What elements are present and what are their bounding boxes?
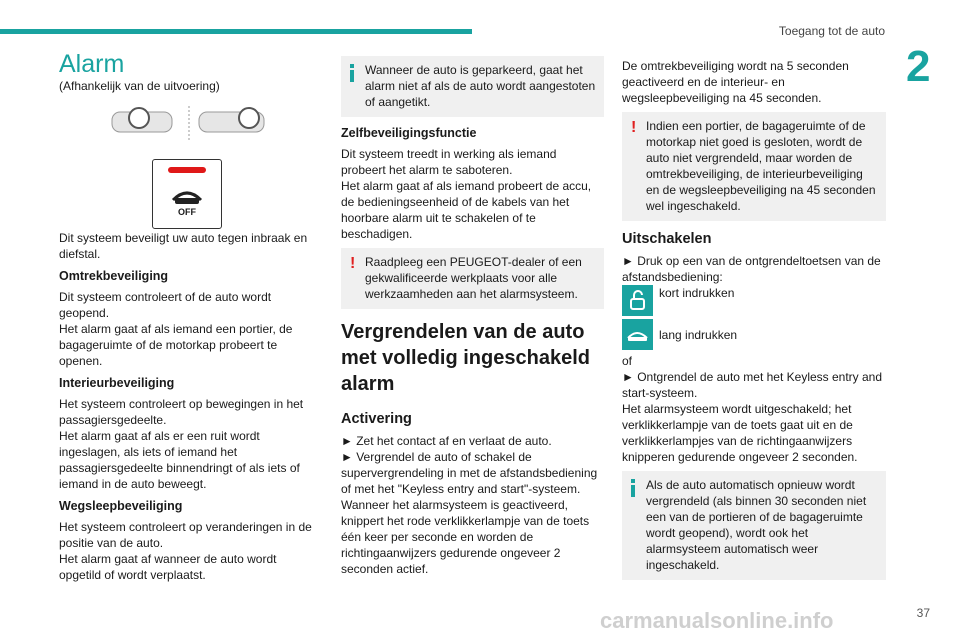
heading-zelf: Zelfbeveiligingsfunctie	[341, 126, 477, 140]
step: ► Druk op een van de ontgrendeltoetsen van de afstandsbediening:	[622, 254, 881, 284]
header-accent-bar	[0, 29, 472, 34]
column-1	[59, 52, 321, 589]
warning-box	[341, 248, 604, 309]
short-press-label: kort indrukken	[659, 286, 735, 300]
info-text: Als de auto automatisch opnieuw wordt vergrendeld (als binnen 30 seconden niet een van de portieren of de bagageruimte wordt geopend), wordt ook het alarmsysteem automatisch weer ingeschakeld.	[646, 478, 867, 572]
chapter-number: 2	[906, 42, 931, 91]
alarm-off-button-icon	[152, 159, 222, 229]
page-title: Alarm	[59, 50, 125, 78]
warning-icon: !	[350, 255, 356, 272]
column-2	[341, 56, 604, 583]
step: ► Zet het contact af en verlaat de auto.	[341, 434, 552, 448]
dashboard-steering-icon	[59, 100, 321, 160]
car-unlock-icon	[622, 319, 653, 350]
watermark: carmanualsonline.info	[600, 608, 834, 633]
info-icon	[350, 64, 354, 82]
info-text: Wanneer de auto is geparkeerd, gaat het alarm niet af als de auto wordt aangestoten of aangetikt.	[365, 63, 596, 109]
paragraph: Het alarm gaat af als iemand probeert de accu, de bedieningseenheid of de kabels van het hoorbare alarm uit te schakelen of te beschadigen.	[341, 179, 592, 241]
paragraph: Het alarm gaat af wanneer de auto wordt opgetild of wordt verplaatst.	[59, 552, 277, 582]
off-label: OFF	[178, 207, 196, 217]
heading-wegsleep: Wegsleepbeveiliging	[59, 499, 183, 513]
paragraph: Wanneer het alarmsysteem is geactiveerd, knippert het rode verklikkerlampje van de toets één keer per seconde en worden de richtingaanwijzers gedurende ongeveer 2 seconden actief.	[341, 498, 590, 576]
info-icon	[631, 479, 635, 497]
key-row-long	[622, 319, 886, 350]
heading-activering: Activering	[341, 411, 412, 427]
intro-text: Dit systeem beveiligt uw auto tegen inbraak en diefstal.	[59, 231, 308, 261]
paragraph: Het systeem controleert op veranderingen in de positie van de auto.	[59, 520, 312, 550]
info-box	[341, 56, 604, 117]
heading-interieur: Interieurbeveiliging	[59, 376, 175, 390]
column-3	[622, 58, 886, 588]
paragraph: Het systeem controleert op bewegingen in het passagiersgedeelte.	[59, 397, 304, 427]
warning-text: Indien een portier, de bagageruimte of de motorkap niet goed is gesloten, wordt de auto niet vergrendeld, maar worden de omtrekbeveiliging, de interieurbeveiliging en de wegsleepbeveiliging na 45 seconden wel ingeschakeld.	[646, 119, 876, 213]
subtitle: (Afhankelijk van de uitvoering)	[59, 79, 220, 93]
info-box	[622, 471, 886, 580]
warning-icon: !	[631, 119, 637, 136]
red-led-icon	[168, 167, 206, 173]
key-row-short	[622, 285, 886, 316]
alarm-illustration	[59, 100, 321, 230]
heading-uitschakelen: Uitschakelen	[622, 231, 712, 247]
step: ► Vergrendel de auto of schakel de supervergrendeling in met de afstandsbediening of met het "Keyless entry and start"-systeem.	[341, 450, 598, 496]
unlock-icon	[622, 285, 653, 316]
paragraph: De omtrekbeveiliging wordt na 5 seconden geactiveerd en de interieur- en wegsleepbeveiliging na 45 seconden.	[622, 59, 849, 105]
warning-box	[622, 112, 886, 221]
heading-omtrek: Omtrekbeveiliging	[59, 269, 169, 283]
or-text: of	[622, 354, 633, 368]
paragraph: Het alarm gaat af als er een ruit wordt ingeslagen, als iets of iemand het passagiersgedeelte binnendringt of als iets of iemand in de auto beweegt.	[59, 429, 300, 491]
section-header: Toegang tot de auto	[778, 24, 885, 38]
step: ► Ontgrendel de auto met het Keyless entry and start-systeem.	[622, 370, 883, 400]
section-heading: Vergrendelen van de auto met volledig ingeschakeld alarm	[341, 321, 590, 395]
paragraph: Het alarm gaat af als iemand een portier, de bagageruimte of de motorkap probeert te openen.	[59, 322, 293, 368]
page-number: 37	[916, 606, 930, 620]
paragraph: Dit systeem controleert of de auto wordt geopend.	[59, 290, 272, 320]
paragraph: Dit systeem treedt in werking als iemand probeert het alarm te saboteren.	[341, 147, 557, 177]
paragraph: Het alarmsysteem wordt uitgeschakeld; het verklikkerlampje van de toets gaat uit en de verklikkerlampjes van de richtingaanwijzers knipperen gedurende ongeveer 2 seconden.	[622, 402, 858, 464]
long-press-label: lang indrukken	[659, 328, 738, 342]
warning-text: Raadpleeg een PEUGEOT-dealer of een gekwalificeerde werkplaats voor alle werkzaamheden aan het alarmsysteem.	[365, 255, 582, 301]
